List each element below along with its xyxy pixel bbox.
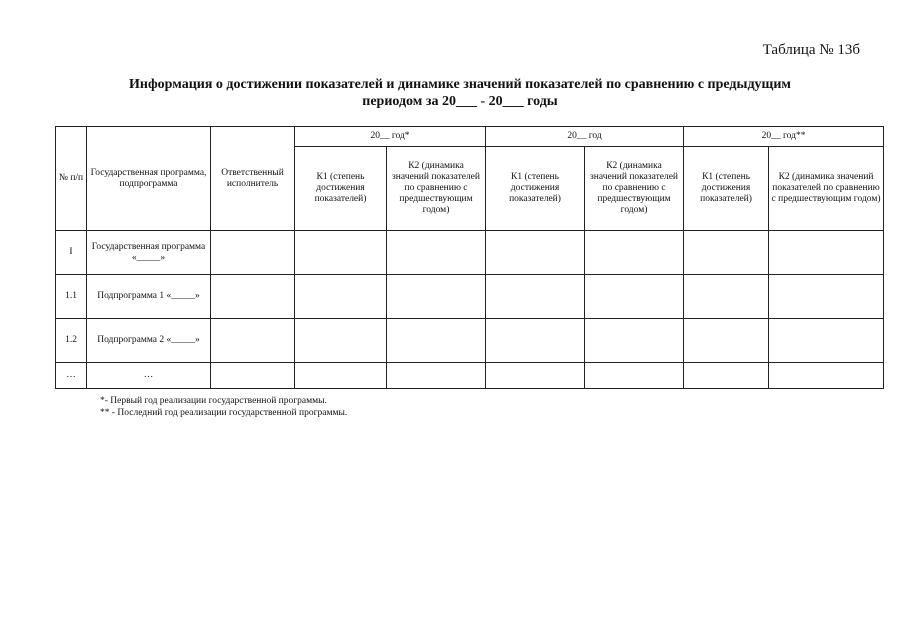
footnote-first-year: *- Первый год реализации государственной программы. <box>100 396 327 406</box>
empty-cell <box>211 231 295 275</box>
header-k1: К1 (степень достижения показателей) <box>486 147 585 231</box>
header-k1: К1 (степень достижения показателей) <box>684 147 769 231</box>
empty-cell <box>769 275 884 319</box>
row-name: … <box>87 363 211 389</box>
empty-cell <box>769 319 884 363</box>
table-row <box>56 319 884 363</box>
empty-cell <box>585 363 684 389</box>
row-name: Подпрограмма 1 «_____» <box>87 275 211 319</box>
header-k2: К2 (динамика значений показателей по сравнению с предшествующим годом) <box>585 147 684 231</box>
empty-cell <box>387 231 486 275</box>
table-row <box>56 231 884 275</box>
empty-cell <box>295 275 387 319</box>
empty-cell <box>295 231 387 275</box>
empty-cell <box>684 319 769 363</box>
title-line-1: Информация о достижении показателей и динамике значений показателей по сравнению с предыдущим <box>129 77 791 92</box>
row-name: Государственная программа «_____» <box>87 231 211 275</box>
header-row-years <box>56 127 884 147</box>
header-k2: К2 (динамика значений показателей по сравнению с предшествующим годом) <box>769 147 884 231</box>
empty-cell <box>295 363 387 389</box>
empty-cell <box>769 363 884 389</box>
empty-cell <box>295 319 387 363</box>
header-executor: Ответственный исполнитель <box>211 127 295 231</box>
empty-cell <box>585 231 684 275</box>
header-year-first: 20__ год* <box>295 127 486 147</box>
empty-cell <box>387 319 486 363</box>
footnote-last-year: ** - Последний год реализации государственной программы. <box>100 408 348 418</box>
empty-cell <box>486 275 585 319</box>
header-num: № п/п <box>56 127 87 231</box>
header-k1: К1 (степень достижения показателей) <box>295 147 387 231</box>
empty-cell <box>211 319 295 363</box>
empty-cell <box>684 275 769 319</box>
empty-cell <box>387 275 486 319</box>
row-num: I <box>56 231 87 275</box>
empty-cell <box>769 231 884 275</box>
header-program: Государственная программа, подпрограмма <box>87 127 211 231</box>
empty-cell <box>684 363 769 389</box>
empty-cell <box>585 319 684 363</box>
empty-cell <box>211 275 295 319</box>
title-line-2: периодом за 20___ - 20___ годы <box>362 94 558 109</box>
table-row <box>56 363 884 389</box>
row-num: 1.2 <box>56 319 87 363</box>
header-k2: К2 (динамика значений показателей по сравнению с предшествующим годом) <box>387 147 486 231</box>
table-row <box>56 275 884 319</box>
indicators-table <box>55 126 884 389</box>
empty-cell <box>486 231 585 275</box>
empty-cell <box>684 231 769 275</box>
empty-cell <box>486 363 585 389</box>
row-name: Подпрограмма 2 «_____» <box>87 319 211 363</box>
row-num: 1.1 <box>56 275 87 319</box>
empty-cell <box>486 319 585 363</box>
header-year-middle: 20__ год <box>486 127 684 147</box>
footnotes <box>100 395 347 419</box>
row-num: … <box>56 363 87 389</box>
empty-cell <box>585 275 684 319</box>
header-year-last: 20__ год** <box>684 127 884 147</box>
empty-cell <box>211 363 295 389</box>
document-title <box>90 76 830 110</box>
table-number-label: Таблица № 13б <box>762 42 860 58</box>
empty-cell <box>387 363 486 389</box>
